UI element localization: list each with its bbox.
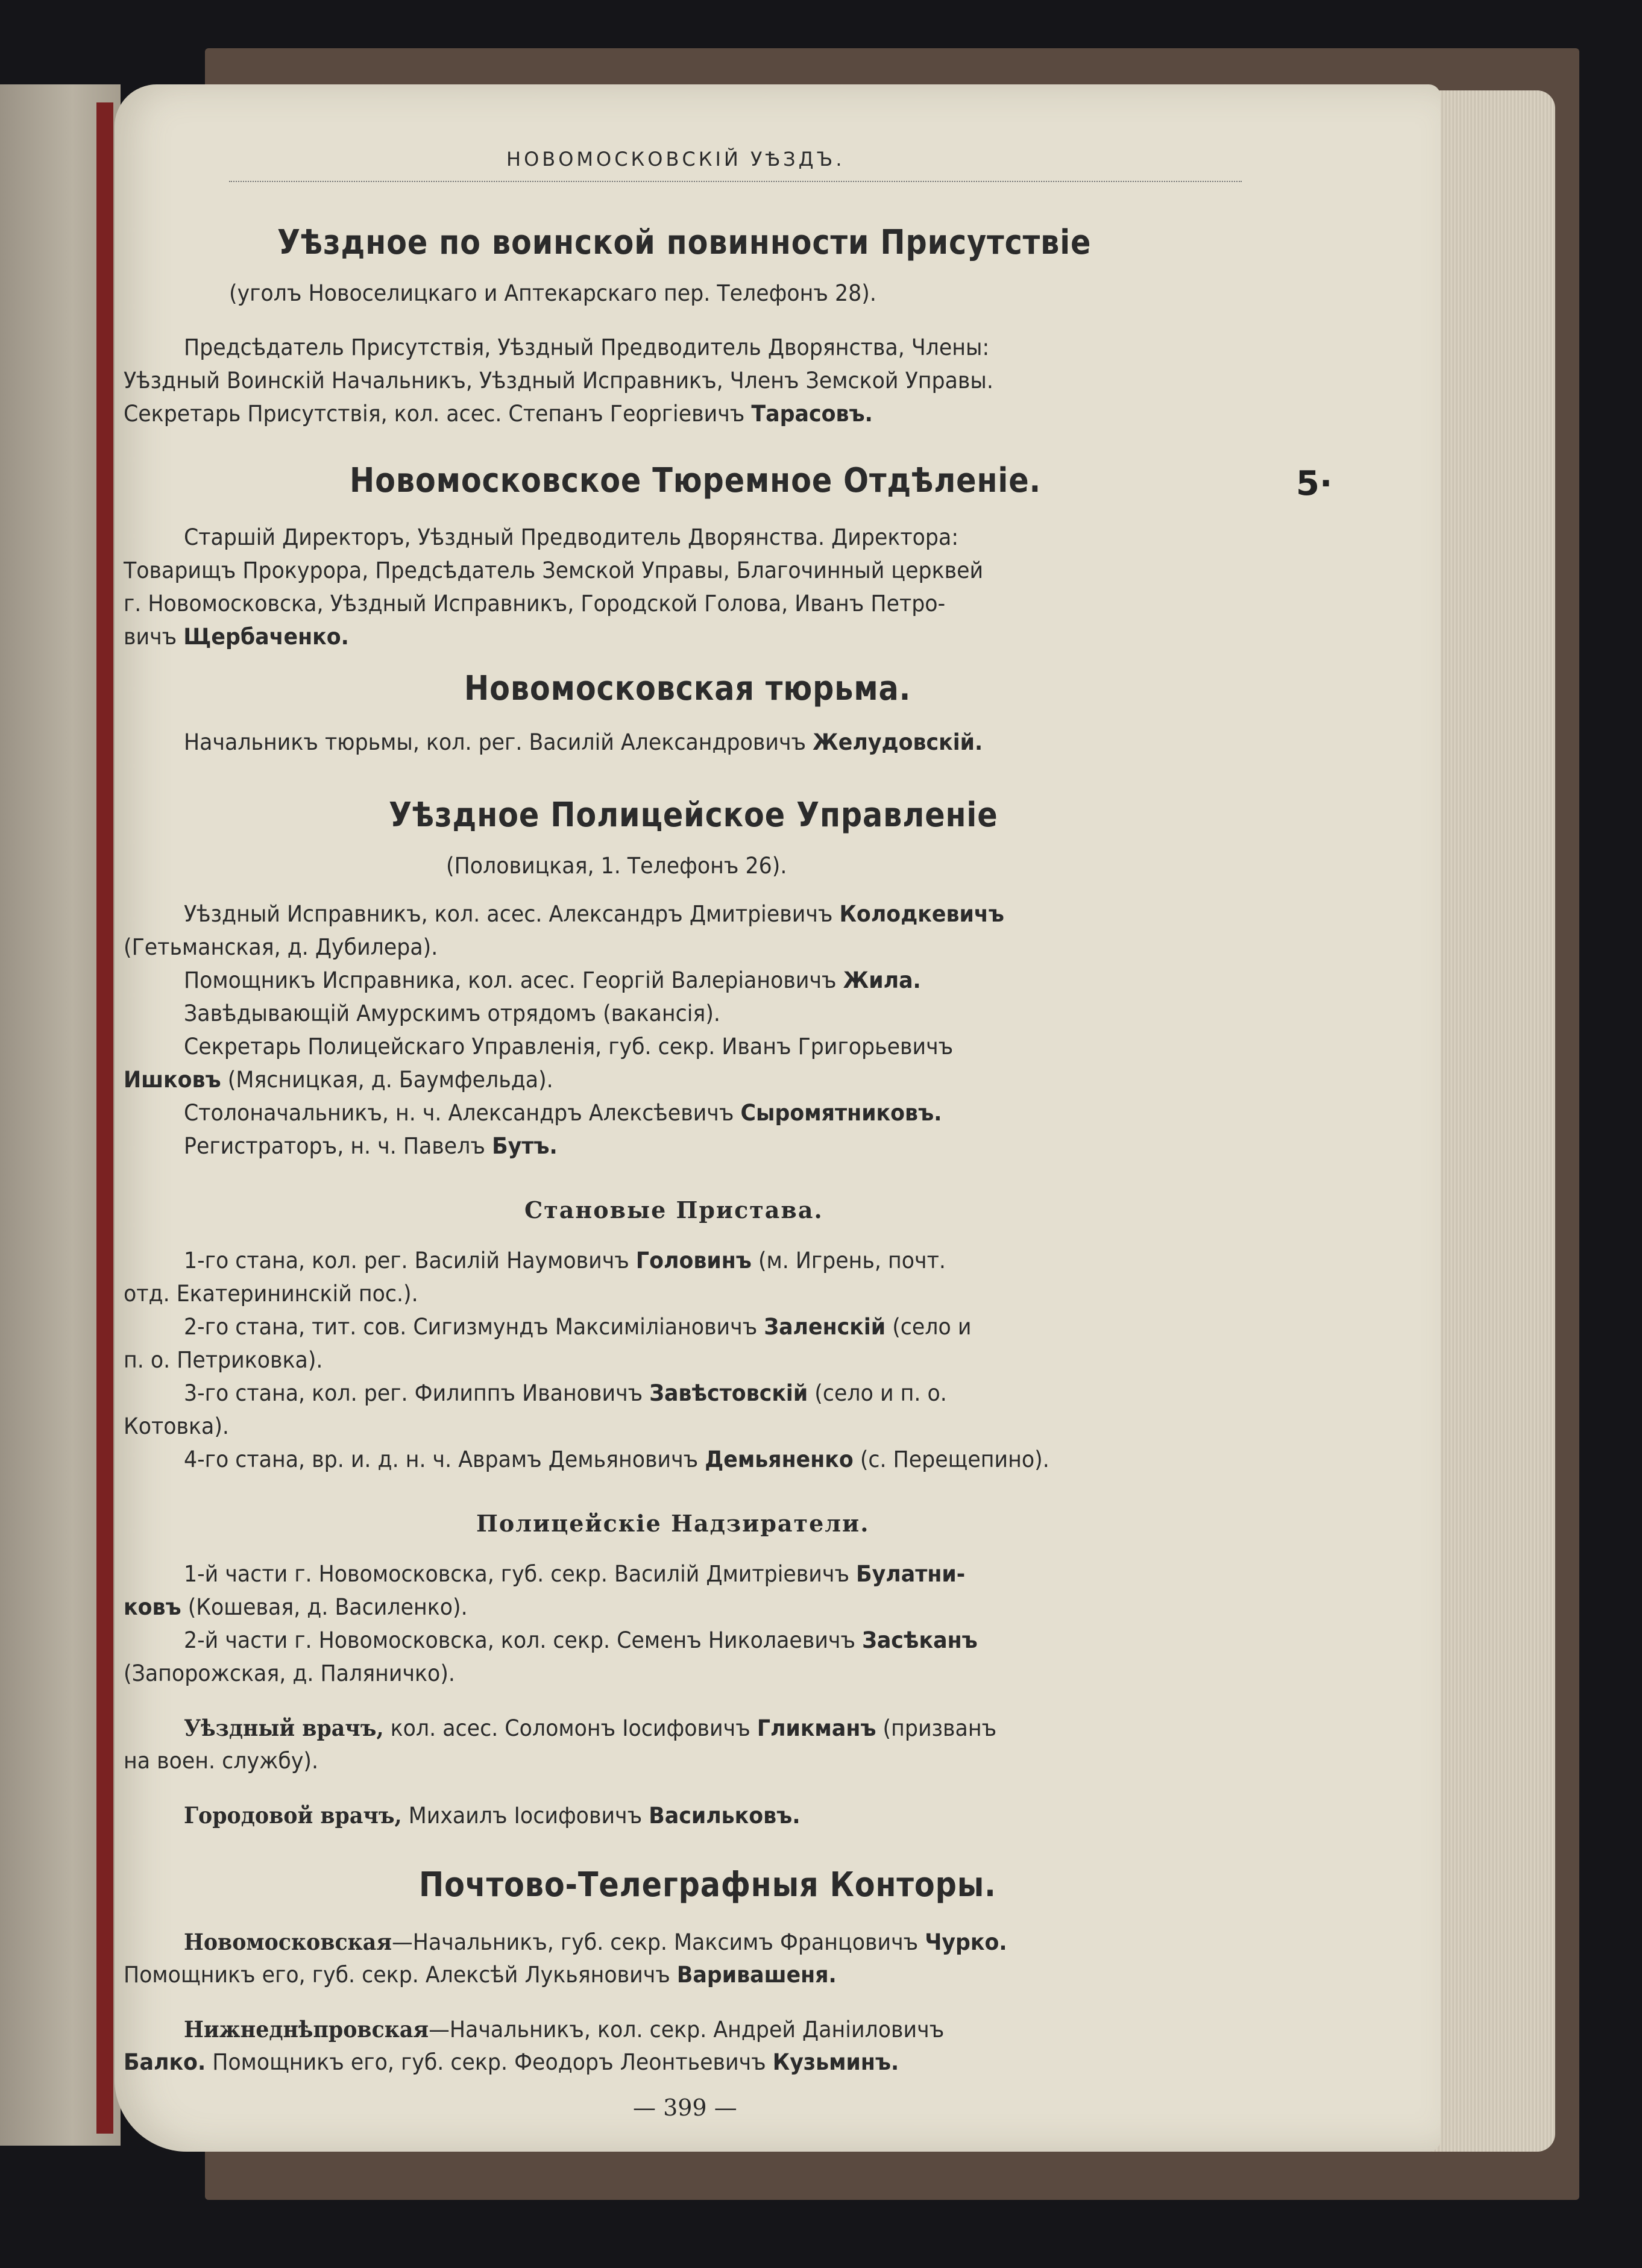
text-line: Товарищъ Прокурора, Предсѣдатель Земской Управы, Благочинный церквей	[124, 558, 984, 583]
text-line: Предсѣдатель Присутствія, Уѣздный Предводитель Дворянства, Члены:	[184, 335, 990, 360]
text-line: 2-го стана, тит. сов. Сигизмундъ Максиміліановичъ Заленскій (село и	[184, 1314, 972, 1340]
text-line: Уѣздный врачъ, кол. асес. Соломонъ Іосифовичъ Гликманъ (призванъ	[184, 1715, 997, 1741]
text-line: Помощникъ его, губ. секр. Алексѣй Лукьяновичъ Варивашеня.	[124, 1962, 837, 1988]
text-line: Балко. Помощникъ его, губ. секр. Феодоръ Леонтьевичъ Кузьминъ.	[124, 2049, 899, 2075]
text-line: Начальникъ тюрьмы, кол. рег. Василій Александровичъ Желудовскій.	[184, 729, 983, 755]
text-line: п. о. Петриковка).	[124, 1347, 323, 1373]
text-line: Регистраторъ, н. ч. Павелъ Бутъ.	[184, 1133, 558, 1159]
text-line: 1-го стана, кол. рег. Василій Наумовичъ Головинъ (м. Игрень, почт.	[184, 1248, 946, 1274]
text-line: Нижнеднѣпровская—Начальникъ, кол. секр. Андрей Даніиловичъ	[184, 2016, 945, 2043]
text-line: вичъ Щербаченко.	[124, 624, 349, 650]
section-title-police: Уѣздное Полицейское Управленіе	[389, 796, 998, 835]
page-number: — 399 —	[633, 2094, 737, 2121]
text-line: (Запорожская, д. Паляничко).	[124, 1660, 455, 1686]
text-line: 3-го стана, кол. рег. Филиппъ Ивановичъ Завѣстовскій (село и п. о.	[184, 1380, 947, 1406]
text-line: 2-й части г. Новомосковска, кол. секр. Семенъ Николаевичъ Засѣканъ	[184, 1627, 978, 1653]
left-page-red-edge	[96, 102, 113, 2134]
text-line: Новомосковская—Начальникъ, губ. секр. Максимъ Францовичъ Чурко.	[184, 1929, 1007, 1955]
text-line: ковъ (Кошевая, д. Василенко).	[124, 1594, 468, 1620]
text-line: Секретарь Присутствія, кол. асес. Степанъ Георгіевичъ Тарасовъ.	[124, 401, 873, 427]
text-line: г. Новомосковска, Уѣздный Исправникъ, Городской Голова, Иванъ Петро-	[124, 591, 946, 617]
section-title-post: Почтово-Телеграфныя Конторы.	[419, 1865, 996, 1905]
text-line: Уѣздный Исправникъ, кол. асес. Александръ Дмитріевичъ Колодкевичъ	[184, 901, 1004, 927]
section-title-military: Уѣздное по воинской повинности Присутствіе	[277, 223, 1092, 262]
section-title-stanovye: Становые Пристава.	[524, 1196, 823, 1224]
section-title-nadzirateli: Полицейскіе Надзиратели.	[476, 1510, 870, 1537]
running-header: НОВОМОСКОВСКІЙ УѢЗДЪ.	[506, 148, 845, 171]
text-line: на воен. службу).	[124, 1748, 319, 1774]
text-line: Секретарь Полицейскаго Управленія, губ. секр. Иванъ Григорьевичъ	[184, 1034, 954, 1060]
text-line: Старшій Директоръ, Уѣздный Предводитель Дворянства. Директора:	[184, 524, 959, 550]
header-rule	[229, 181, 1242, 182]
text-line: 4-го стана, вр. и. д. н. ч. Аврамъ Демьяновичъ Демьяненко (с. Перещепино).	[184, 1447, 1049, 1472]
section-title-prison: Новомосковская тюрьма.	[464, 669, 911, 708]
section-title-prison-dept: Новомосковское Тюремное Отдѣленіе.	[350, 461, 1042, 500]
text-line: Уѣздный Воинскій Начальникъ, Уѣздный Исправникъ, Членъ Земской Управы.	[124, 368, 993, 394]
text-line: Городовой врачъ, Михаилъ Іосифовичъ Васильковъ.	[184, 1802, 801, 1829]
text-line: Котовка).	[124, 1413, 229, 1439]
section-subtitle-military: (уголъ Новоселицкаго и Аптекарскаго пер. Телефонъ 28).	[229, 280, 876, 306]
margin-mark: 5·	[1296, 464, 1333, 503]
text-line: Помощникъ Исправника, кол. асес. Георгій Валеріановичъ Жила.	[184, 967, 921, 993]
text-line: Ишковъ (Мясницкая, д. Баумфельда).	[124, 1067, 553, 1093]
text-line: Завѣдывающій Амурскимъ отрядомъ (вакансія).	[184, 1000, 720, 1026]
text-line: (Гетьманская, д. Дубилера).	[124, 934, 438, 960]
text-line: 1-й части г. Новомосковска, губ. секр. Василій Дмитріевичъ Булатни-	[184, 1561, 966, 1587]
text-line: отд. Екатерининскій пос.).	[124, 1281, 418, 1307]
text-line: Столоначальникъ, н. ч. Александръ Алексѣевичъ Сыромятниковъ.	[184, 1100, 942, 1126]
section-subtitle-police: (Половицкая, 1. Телефонъ 26).	[446, 853, 787, 879]
